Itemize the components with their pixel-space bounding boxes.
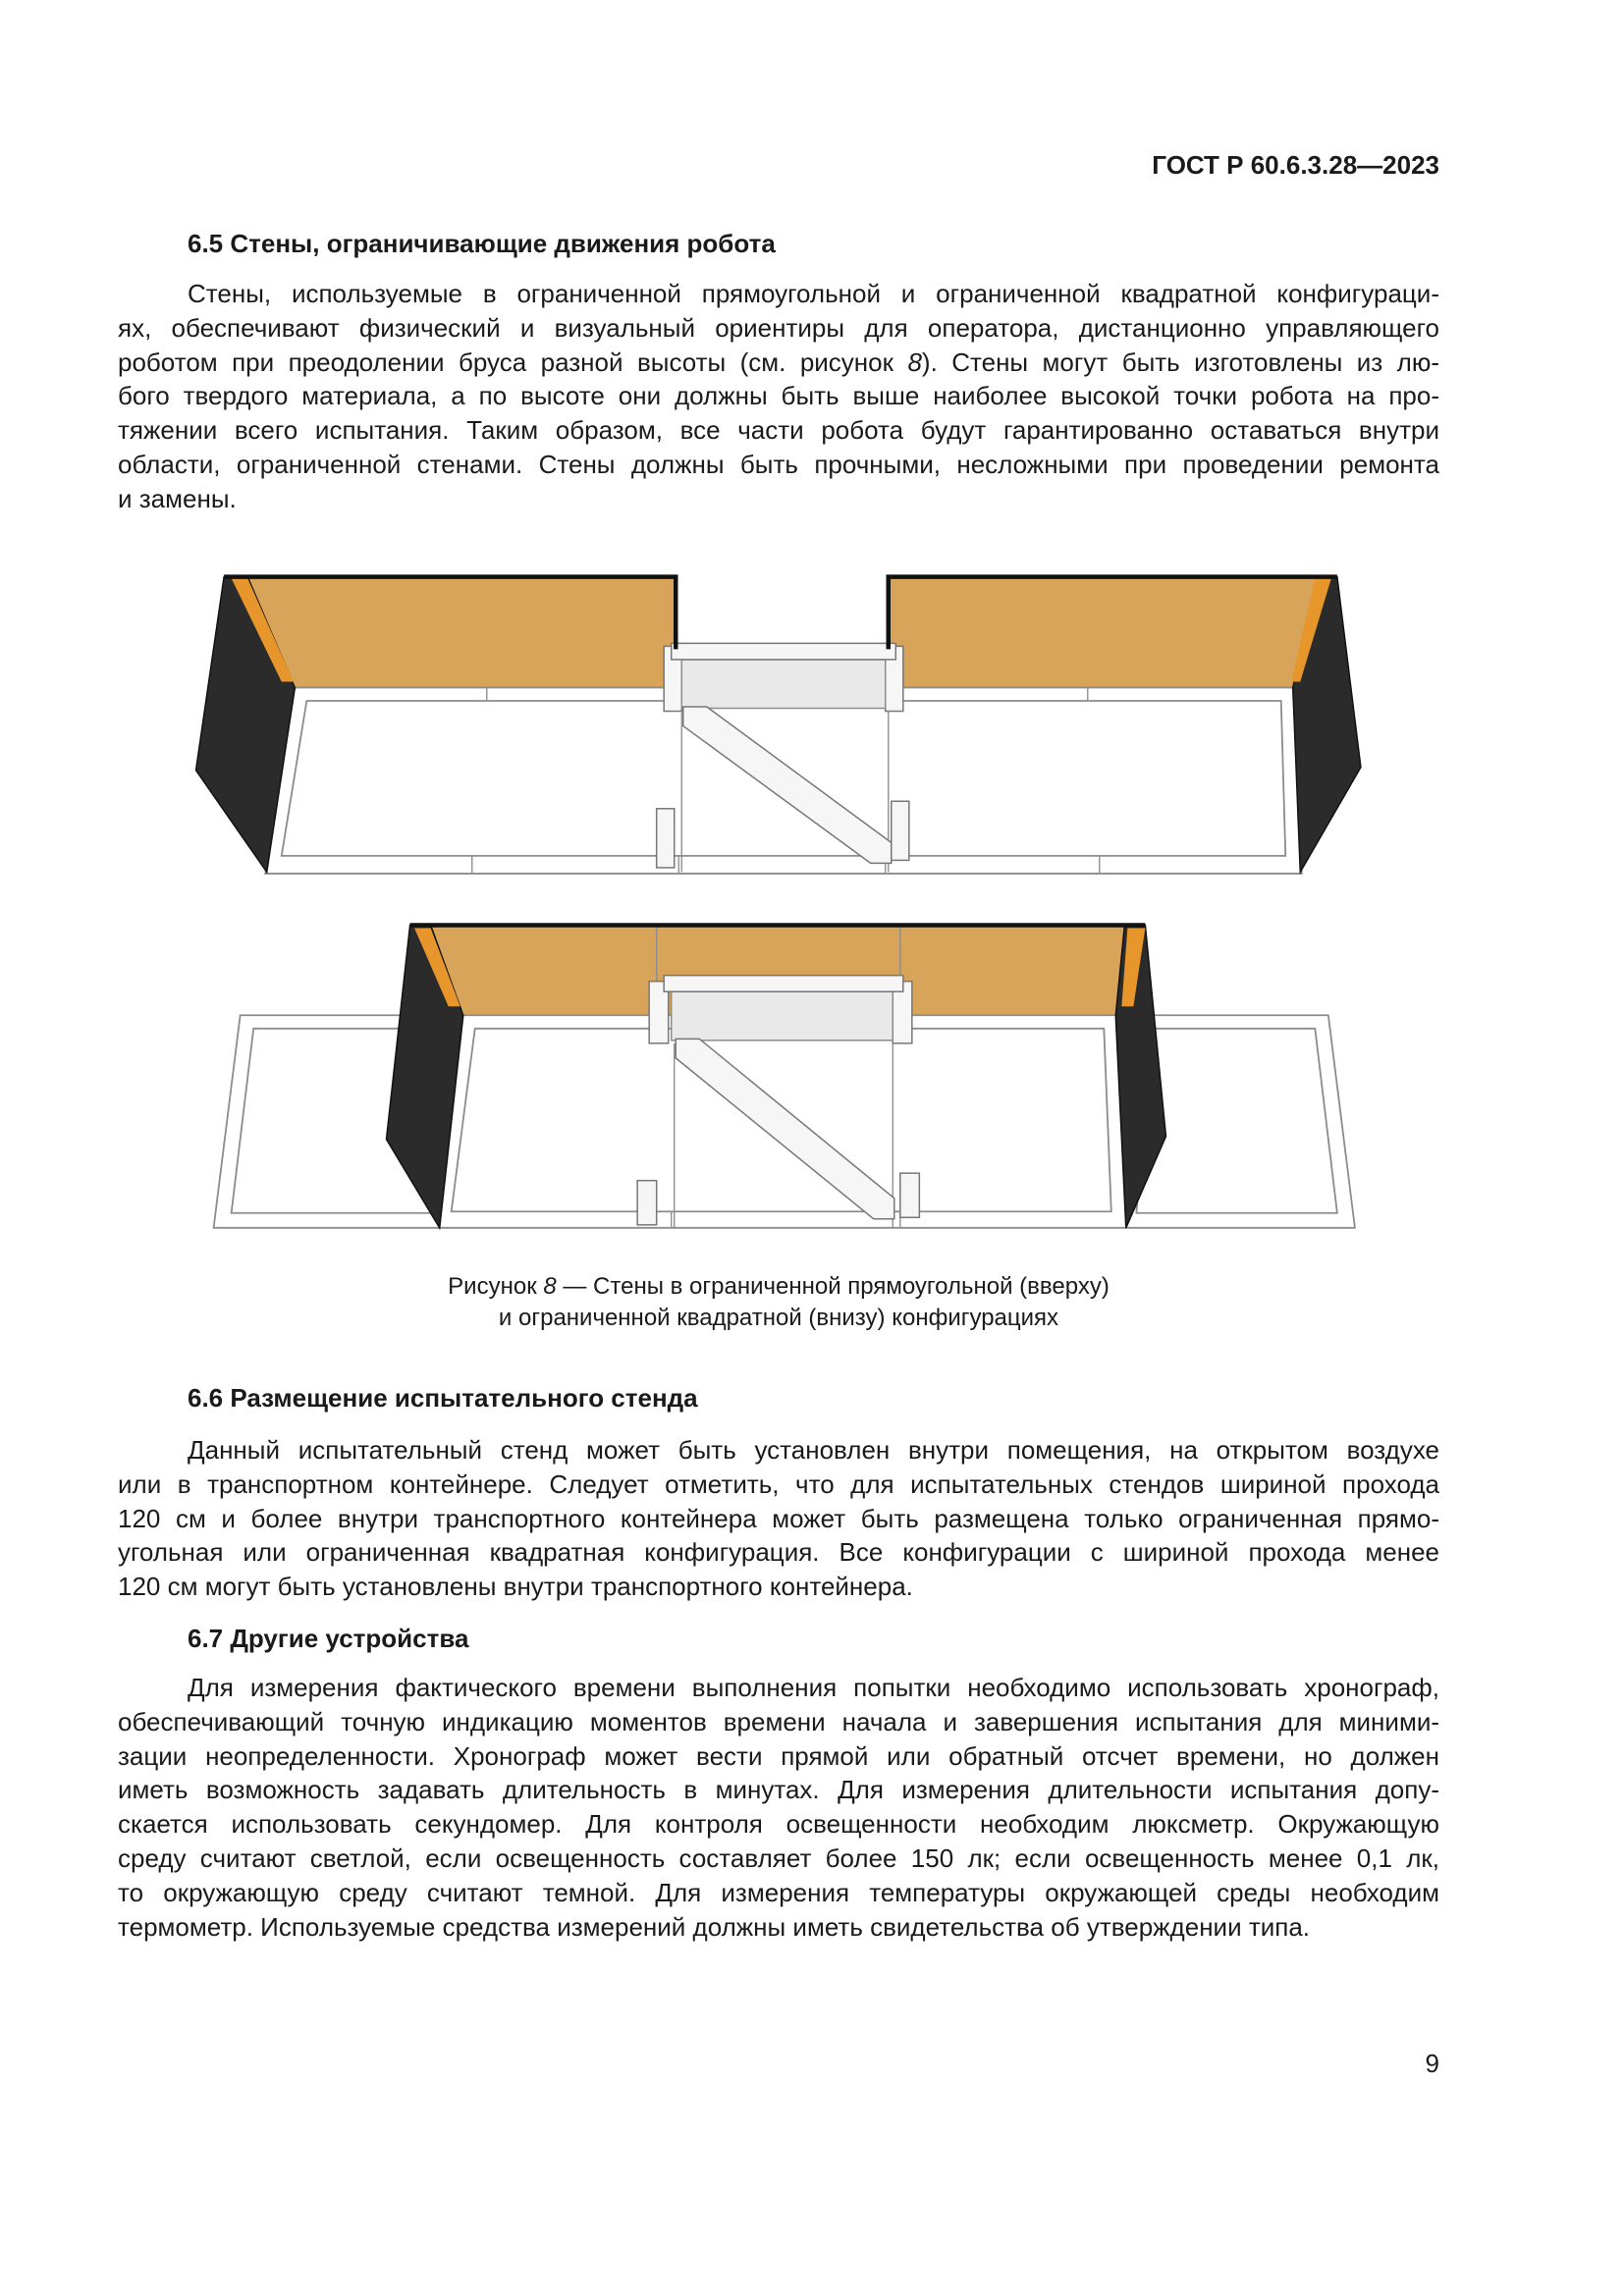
section-heading-6-7: 6.7 Другие устройства xyxy=(188,1624,469,1653)
bar-post-front-left xyxy=(637,1181,657,1225)
paragraph-line: обеспечивающий точную индикацию моментов времени начала и завершения испытания для миними- xyxy=(118,1706,1439,1736)
paragraph-line: зации неопределенности. Хронограф может вести прямой или обратный отсчет времени, но должен xyxy=(118,1740,1439,1771)
section-heading-6-6: 6.6 Размещение испытательного стенда xyxy=(188,1383,698,1413)
paragraph-line: ях, обеспечивают физический и визуальный ориентиры для оператора, дистанционно управляющего xyxy=(118,312,1439,343)
paragraph-line: Данный испытательный стенд может быть установлен внутри помещения, на открытом воздухе xyxy=(188,1435,1439,1465)
bar-post-front-right xyxy=(900,1173,920,1217)
caption-figure-number: 8 xyxy=(543,1273,557,1300)
paragraph-line: иметь возможность задавать длительность в минутах. Для измерения длительности испытания допу- xyxy=(118,1775,1439,1805)
paragraph-line xyxy=(118,346,1439,380)
document-code-header: ГОСТ Р 60.6.3.28—2023 xyxy=(1152,150,1439,180)
paragraph-line: Для измерения фактического времени выполнения попытки необходимо использовать хронограф, xyxy=(188,1673,1439,1702)
figure-bottom-square-config xyxy=(214,926,1355,1228)
caption-prefix: Рисунок xyxy=(448,1273,544,1300)
section-6-7-paragraph xyxy=(118,1671,1439,1944)
paragraph-line: бого твердого материала, а по высоте они должны быть выше наиболее высокой точки робота на про- xyxy=(118,381,1439,411)
paragraph-line: тяжении всего испытания. Таким образом, все части робота будут гарантированно оставаться внутри xyxy=(118,415,1439,446)
section-6-6-paragraph xyxy=(118,1433,1439,1604)
caption-line-1 xyxy=(118,1271,1439,1303)
paragraph-line: Стены, используемые в ограниченной прямоугольной и ограниченной квадратной конфигураци- xyxy=(188,279,1439,308)
bar-post-front-left xyxy=(657,809,675,868)
paragraph-line: и замены. xyxy=(118,483,237,513)
bar-board xyxy=(672,991,893,1041)
caption-text: — Стены в ограниченной прямоугольной (вверху) xyxy=(556,1273,1110,1300)
text-segment: ). Стены могут быть изготовлены из лю- xyxy=(921,347,1439,377)
paragraph-line: области, ограниченной стенами. Стены должны быть прочными, несложными при проведении ремонта xyxy=(118,449,1439,479)
section-heading-6-5: 6.5 Стены, ограничивающие движения робота xyxy=(188,229,776,258)
figure-caption xyxy=(118,1271,1439,1334)
bar-top-rail xyxy=(664,976,903,992)
bar-top-rail xyxy=(672,643,896,660)
back-wall-right xyxy=(889,577,1317,688)
page-number: 9 xyxy=(1425,2049,1439,2078)
right-extension-frame-inner xyxy=(1136,1029,1336,1213)
paragraph-line: угольная или ограниченная квадратная конфигурация. Все конфигурации с шириной прохода менее xyxy=(118,1537,1439,1568)
caption-line-2: и ограниченной квадратной (внизу) конфигурациях xyxy=(498,1305,1059,1331)
section-6-5-paragraph xyxy=(118,277,1439,516)
paragraph-line: скается использовать секундомер. Для контроля освещенности необходим люксметр. Окружающую xyxy=(118,1809,1439,1840)
paragraph-line: среду считают светлой, если освещенность составляет более 150 лк; если освещенность менее 0,1 лк, xyxy=(118,1842,1439,1873)
bar-post-front-right xyxy=(892,801,909,860)
back-wall-left xyxy=(247,577,676,688)
paragraph-line: 120 см могут быть установлены внутри транспортного контейнера. xyxy=(118,1572,913,1602)
figure-8-walls-illustration xyxy=(177,561,1387,1255)
paragraph-line: 120 см и более внутри транспортного контейнера может быть размещена только ограниченная прямо- xyxy=(118,1503,1439,1533)
paragraph-line: то окружающую среду считают темной. Для измерения температуры окружающей среды необходим xyxy=(118,1877,1439,1907)
paragraph-line: или в транспортном контейнере. Следует отметить, что для испытательных стендов шириной прохода xyxy=(118,1468,1439,1499)
figure-top-rectangular-config xyxy=(196,577,1361,874)
bar-board xyxy=(681,660,886,709)
paragraph-line: термометр. Используемые средства измерений должны иметь свидетельства об утверждении типа. xyxy=(118,1911,1311,1942)
text-segment: роботом при преодолении бруса разной высоты (см. рисунок xyxy=(118,347,908,377)
figure-reference: 8 xyxy=(907,347,922,377)
